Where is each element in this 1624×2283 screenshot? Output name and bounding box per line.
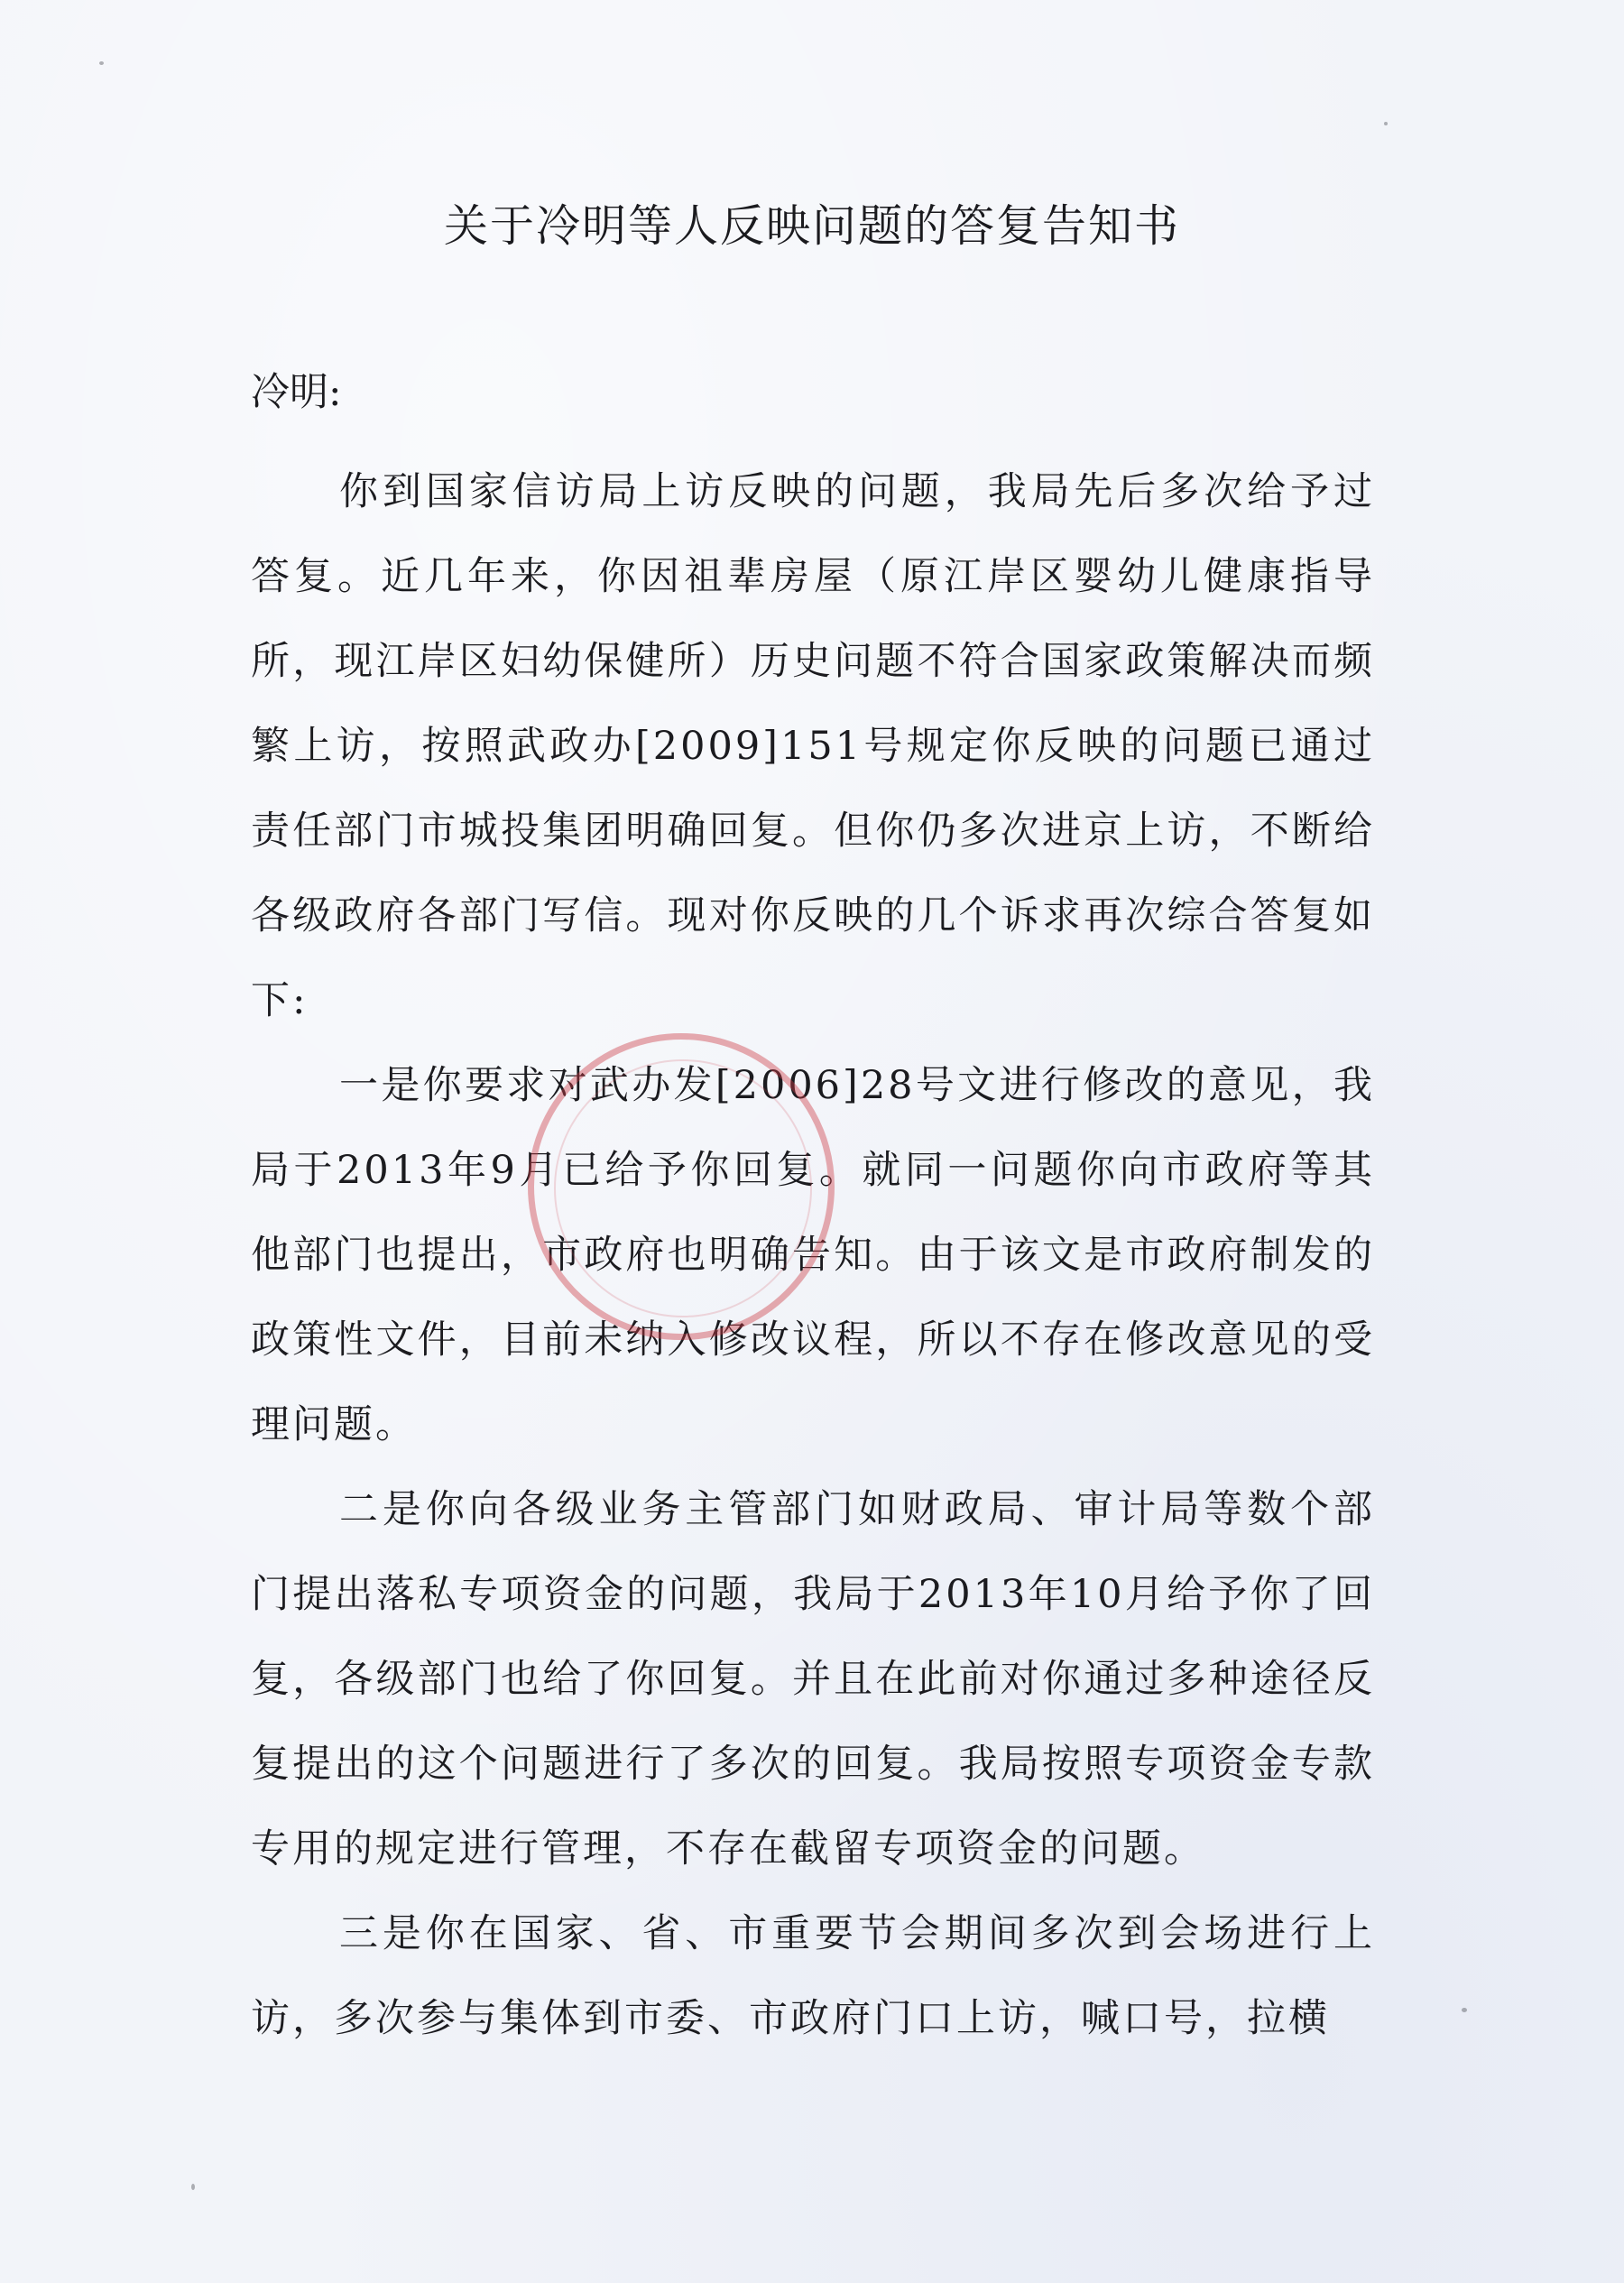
document-title: 关于冷明等人反映问题的答复告知书 [443,200,1180,252]
paragraph-item-2: 二是你向各级业务主管部门如财政局、审计局等数个部门提出落私专项资金的问题，我局于2013年10月给予你了回复，各级部门也给了你回复。并且在此前对你通过多种途径反复提出的这个问题进行了多次的回复。我局按照专项资金专款专用的规定进行管理，不存在截留专项资金的问题。 [251,1487,1375,1872]
paragraph-intro: 你到国家信访局上访反映的问题，我局先后多次给予过答复。近几年来，你因祖辈房屋（原江岸区婴幼儿健康指导所，现江岸区妇幼保健所）历史问题不符合国家政策解决而频繁上访，按照武政办[2009]151号规定你反映的问题已通过责任部门市城投集团明确回复。但你仍多次进京上访，不断给各级政府各部门写信。现对你反映的几个诉求再次综合答复如下: [251,469,1375,1023]
seal-inner-ring [554,1059,812,1317]
official-seal-stamp [528,1033,835,1340]
paragraph-item-1: 一是你要求对武办发[2006]28号文进行修改的意见，我局于2013年9月已给予你回复。就同一问题你向市政府等其他部门也提出，市政府也明确告知。由于该文是市政府制发的政策性文件，目前未纳入修改议程，所以不存在修改意见的受理问题。 [251,1063,1375,1447]
salutation: 冷明: [251,370,342,415]
scan-speck [99,61,104,65]
scan-speck [1462,2008,1467,2012]
paragraph-item-3: 三是你在国家、省、市重要节会期间多次到会场进行上访，多次参与集体到市委、市政府门口上访，喊口号，拉横 [251,1911,1375,2041]
scan-speck [191,2184,195,2190]
scan-speck [1384,122,1388,125]
